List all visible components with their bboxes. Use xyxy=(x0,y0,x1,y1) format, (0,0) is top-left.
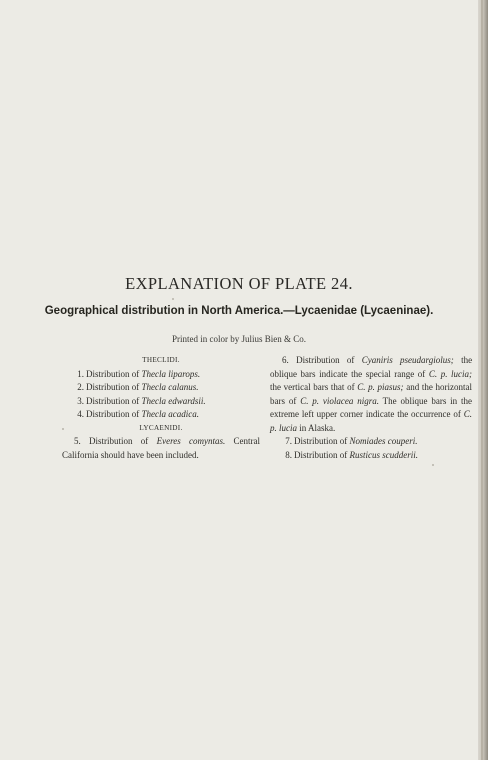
left-column xyxy=(62,354,260,462)
right-column xyxy=(270,354,472,462)
list-item: 7. Distribution of Nomiades couperi. xyxy=(285,436,418,446)
list-item: 6. Distribution of Cyaniris pseudargiolus; the oblique bars indicate the special range of C. p. lucia; the vertical bars that of C. p. piasus; and the horizontal bars of C. p. violacea nigra. The oblique bars in the extreme left upper corner indicate the occurrence of C. p. lucia in Alaska. xyxy=(270,355,473,433)
paper-speck xyxy=(172,298,174,300)
list-item: 2. Distribution of Thecla calanus. xyxy=(77,382,199,392)
plate-title: EXPLANATION OF PLATE 24. xyxy=(125,274,353,293)
list-item: 8. Distribution of Rusticus scudderii. xyxy=(285,449,418,460)
plate-subtitle: Geographical distribution in North America.—Lycaenidae (Lycaeninae). xyxy=(44,305,434,317)
paper-speck xyxy=(432,464,434,466)
paper-speck xyxy=(62,428,64,430)
page-edge-shadow xyxy=(481,0,483,760)
page-edge xyxy=(478,0,488,760)
list-item: 1. Distribution of Thecla liparops. xyxy=(77,368,201,379)
list-item: 5. Distribution of Everes comyntas. Central California should have been included. xyxy=(62,436,261,460)
printer-credit: Printed in color by Julius Bien & Co. xyxy=(172,334,306,344)
list-item: 3. Distribution of Thecla edwardsii. xyxy=(77,395,206,406)
list-item: 4. Distribution of Thecla acadica. xyxy=(77,409,199,419)
section-heading-lycaenidi: LYCAENIDI. xyxy=(139,423,183,432)
section-heading-theclidi: THECLIDI. xyxy=(142,356,180,364)
